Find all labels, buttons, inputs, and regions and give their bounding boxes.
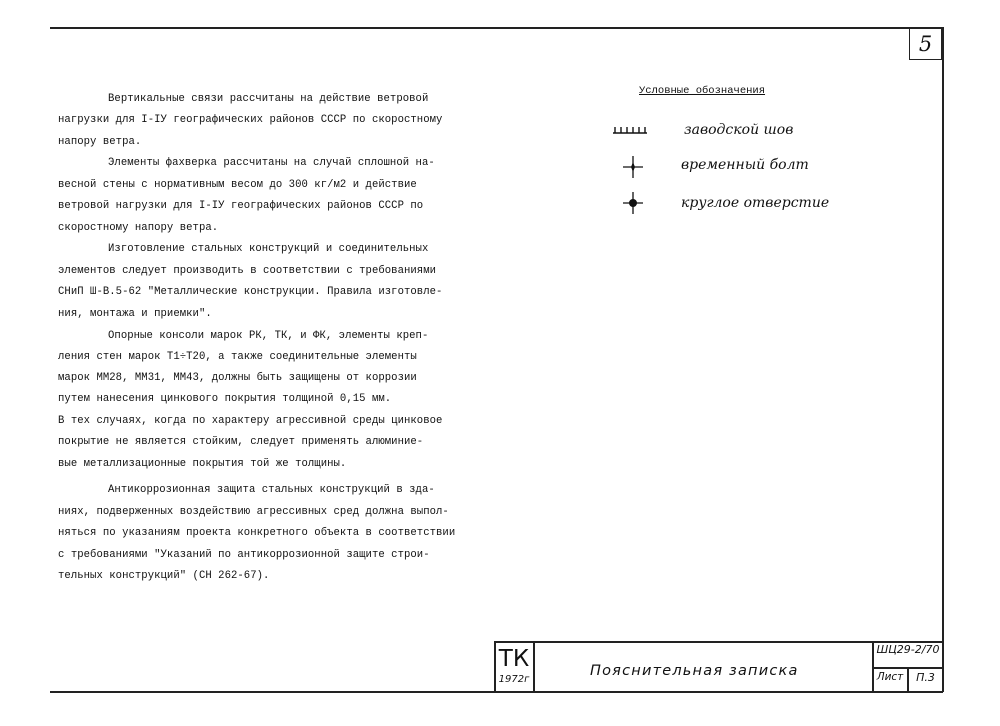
text-line: скоростному напору ветра. — [58, 222, 219, 234]
frame-right-line — [942, 27, 944, 692]
text-line: элементов следует производить в соответствии с требованиями — [58, 265, 437, 277]
text-line: покрытие не является стойким, следует применять алюминие- — [58, 436, 424, 448]
frame-bottom-line — [50, 691, 943, 693]
text-line: тельных конструкций" (СН 262-67). — [58, 570, 270, 582]
title-block-sheet-label: Лист — [876, 671, 904, 683]
text-line: СНиП Ш-В.5-62 "Металлические конструкции. Правила изготовле- — [58, 286, 443, 298]
text-line: ния, монтажа и приемки". — [58, 308, 212, 320]
text-line: няться по указаниям проекта конкретного объекта в соответствии — [58, 527, 456, 539]
text-line: путем нанесения цинкового покрытия толщиной 0,15 мм. — [58, 393, 392, 405]
text-line: Элементы фахверка рассчитаны на случай сплошной на- — [108, 157, 435, 169]
round-hole-symbol-icon — [621, 191, 645, 215]
weld-symbol-icon — [612, 124, 648, 136]
text-line: В тех случаях, когда по характеру агрессивной среды цинковое — [58, 415, 443, 427]
text-line: вые металлизационные покрытия той же толщины. — [58, 458, 347, 470]
text-line: с требованиями "Указаний по антикоррозионной защите строи- — [58, 549, 430, 561]
text-line: ветровой нагрузки для I-IУ географических районов СССР по — [58, 200, 424, 212]
title-block-code: ТК — [498, 646, 530, 672]
text-line: Антикоррозионная защита стальных конструкций в зда- — [108, 484, 435, 496]
text-line: ниях, подверженных воздействию агрессивных сред должна выпол- — [58, 506, 449, 518]
page-number: 5 — [918, 32, 933, 56]
text-line: ления стен марок Т1÷Т20, а также соединительные элементы — [58, 351, 417, 363]
title-block-doc-number: ШЦ29-2/70 — [876, 643, 940, 656]
text-line: Изготовление стальных конструкций и соединительных — [108, 243, 429, 255]
text-line: весной стены с нормативным весом до 300 кг/м2 и действие — [58, 179, 417, 191]
page-number-box — [909, 28, 942, 60]
text-line: марок ММ28, ММ31, ММ43, должны быть защищены от коррозии — [58, 372, 417, 384]
text-line: напору ветра. — [58, 136, 142, 148]
legend-title: Условные обозначения — [639, 85, 766, 97]
legend-label-hole: круглое отверстие — [681, 195, 830, 211]
legend-label-weld: заводской шов — [684, 122, 794, 138]
text-line: Вертикальные связи рассчитаны на действие ветровой — [108, 93, 429, 105]
frame-top-line — [50, 27, 943, 29]
legend-label-bolt: временный болт — [681, 157, 809, 173]
title-block-divider-1 — [533, 641, 535, 692]
title-block-sheet-value: П.3 — [916, 671, 935, 684]
title-block-year: 1972г — [498, 674, 530, 685]
title-block-title: Пояснительная записка — [590, 663, 799, 679]
text-line: Опорные консоли марок РК, ТК, и ФК, элементы креп- — [108, 330, 429, 342]
temporary-bolt-symbol-icon — [621, 155, 645, 179]
text-line: нагрузки для I-IУ географических районов СССР по скоростному — [58, 114, 443, 126]
title-block-mid-line — [872, 667, 943, 669]
